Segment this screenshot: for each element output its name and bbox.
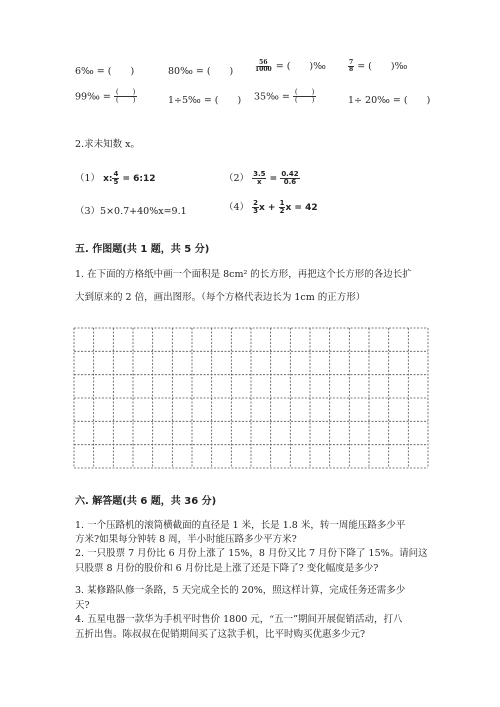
equation-post: x = 42 xyxy=(285,203,318,213)
equation-3 xyxy=(75,203,187,217)
fraction-denominator: 8 xyxy=(349,66,354,73)
conversion-1b: 80‰ = ( ) xyxy=(168,66,234,77)
equals-sign: = xyxy=(269,174,278,184)
question2-title: 2.求未知数 x。 xyxy=(75,139,140,150)
equation-body: 5×0.7+40%x=9.1 xyxy=(100,206,187,217)
section5-title: 五. 作图题(共 1 题，共 5 分) xyxy=(75,244,210,255)
question-2-line1: 2. 一只股票 7 月份比 6 月份上涨了 15%，8 月份又比 7 月份下降了 15%。请问这 xyxy=(75,548,428,559)
equation-1 xyxy=(75,170,156,186)
equation-label: （3） xyxy=(75,206,101,217)
fraction-numerator: 4 xyxy=(113,170,119,178)
question-3-line2: 天? xyxy=(75,600,90,611)
fraction-numerator: 0.42 xyxy=(281,170,299,178)
conversion-2a xyxy=(75,89,137,105)
equation-label: （1） xyxy=(75,173,101,184)
equation-pre: x: xyxy=(103,174,113,184)
fraction-denominator: ( ) xyxy=(294,96,315,105)
equation-post: = 6:12 xyxy=(122,174,156,184)
fraction-numerator: 2 xyxy=(253,199,258,207)
fraction-denominator: 3 xyxy=(253,207,258,215)
conversion-2c-lead: 35‰ = xyxy=(254,91,293,103)
equation-mid: x + xyxy=(258,203,276,213)
graph-paper[interactable] xyxy=(73,327,429,469)
equation-4 xyxy=(224,199,318,215)
equation-body xyxy=(252,199,318,215)
conversion-1d-rest: = ( )‰ xyxy=(354,61,408,72)
question-1-line1: 1. 一个压路机的滚筒横截面的直径是 1 米，长是 1.8 米，转一周能压路多少平 xyxy=(75,520,406,531)
fraction-denominator: ( ) xyxy=(115,96,136,105)
question-2-line2: 只股票 8 月份的股价和 6 月份比是上涨了还是下降了? 变化幅度是多少? xyxy=(75,563,379,574)
conversion-1c-rest: = ( )‰ xyxy=(272,61,326,72)
fraction-denominator: 5 xyxy=(113,178,119,186)
equation-body xyxy=(103,170,156,186)
equation-label: （2） xyxy=(224,173,250,184)
fraction-numerator: ( ) xyxy=(115,88,136,96)
question-1-line2: 方米?如果每分钟转 8 周，半小时能压路多少平方米? xyxy=(75,534,297,545)
fraction-denominator: 0.6 xyxy=(283,178,297,186)
section5-line1: 1. 在下面的方格纸中画一个面积是 8cm² 的长方形，再把这个长方形的各边长扩 xyxy=(75,269,412,280)
section6-title: 六. 解答题(共 6 题，共 36 分) xyxy=(75,496,217,507)
conversion-2b: 1÷5‰ = ( ) xyxy=(168,95,242,106)
fraction-numerator: 56 xyxy=(259,59,268,66)
equation-body xyxy=(252,170,300,186)
fraction-denominator: 1000 xyxy=(255,66,272,73)
conversion-1a: 6‰ = ( ) xyxy=(75,66,135,77)
fraction-denominator: x xyxy=(257,178,262,186)
equation-2 xyxy=(224,170,300,186)
fraction-numerator: 7 xyxy=(349,59,354,66)
question-3-line1: 3. 某修路队修一条路，5 天完成全长的 20%，照这样计算，完成任务还需多少 xyxy=(75,585,406,596)
section5-line2: 大到原来的 2 倍，画出图形。（每个方格代表边长为 1cm 的正方形） xyxy=(75,292,366,303)
question-4-line1: 4. 五星电器一款华为手机平时售价 1800 元，“五一”期间开展促销活动，打八 xyxy=(75,614,403,625)
question-4-line2: 五折出售。陈叔叔在促销期间买了这款手机，比平时购买优惠多少元? xyxy=(75,629,366,640)
conversion-1c xyxy=(254,58,326,73)
conversion-2a-lead: 99‰ = xyxy=(75,91,114,103)
conversion-1d xyxy=(348,58,407,73)
fraction-numerator: 3.5 xyxy=(253,170,266,178)
fraction-numerator: ( ) xyxy=(294,88,315,96)
conversion-2c xyxy=(254,89,316,105)
equation-label: （4） xyxy=(224,202,250,213)
conversion-2d: 1÷ 20‰ = ( ) xyxy=(348,95,431,106)
fraction-denominator: 2 xyxy=(279,207,285,215)
fraction-numerator: 1 xyxy=(279,199,285,207)
